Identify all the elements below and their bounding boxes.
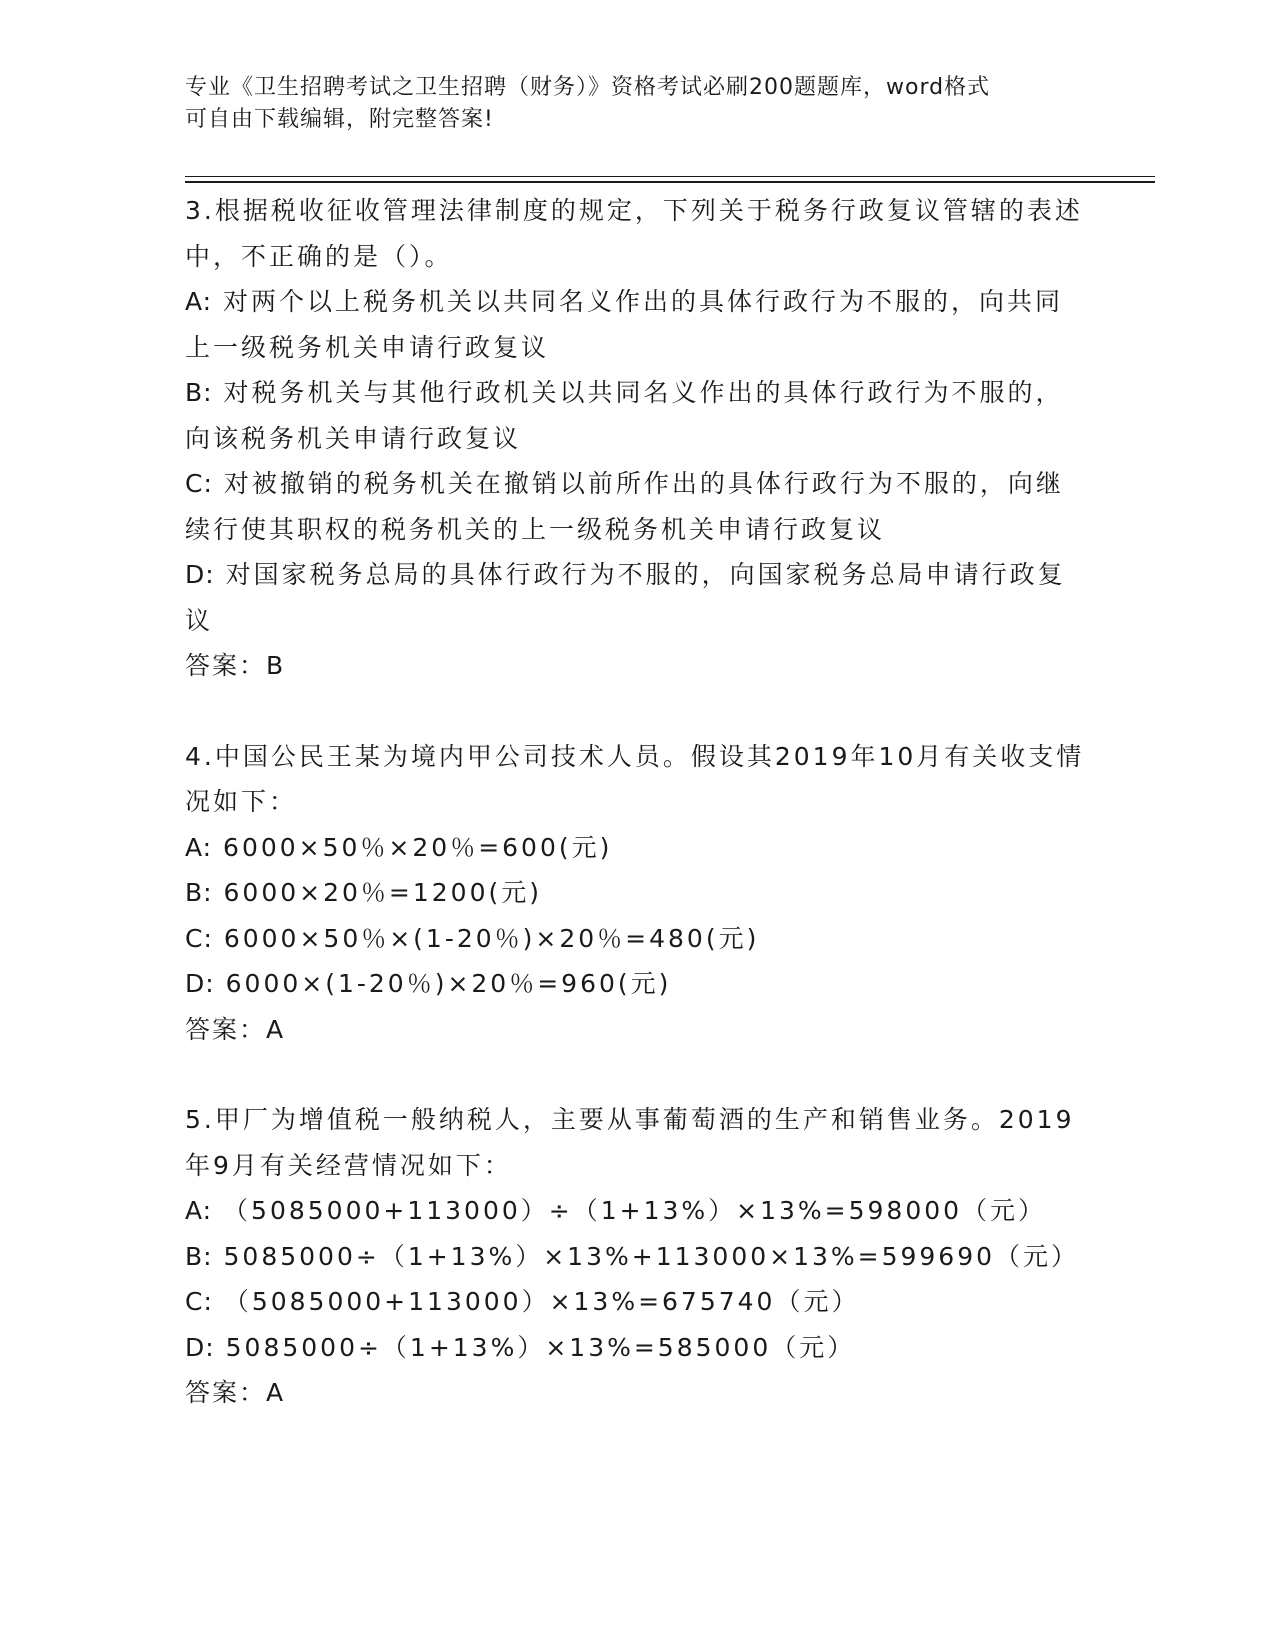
option-text: 6000×(1-20％)×20％=960(元)	[225, 969, 672, 998]
question-4	[185, 734, 1085, 1053]
option-text: （5085000+113000）×13%=675740（元）	[223, 1287, 860, 1316]
option-text: 对两个以上税务机关以共同名义作出的具体行政行为不服的，向共同上一级税务机关申请行政复议	[185, 287, 1064, 362]
answer-label: 答案：	[185, 1014, 267, 1044]
option-text: 对被撤销的税务机关在撤销以前所作出的具体行政行为不服的，向继续行使其职权的税务机关的上一级税务机关申请行政复议	[185, 469, 1064, 544]
option-d	[185, 552, 1085, 643]
option-d	[185, 1325, 1085, 1371]
option-label: C:	[185, 1287, 213, 1316]
question-3	[185, 188, 1085, 689]
option-label: D:	[185, 560, 215, 589]
option-text: 对税务机关与其他行政机关以共同名义作出的具体行政行为不服的，向该税务机关申请行政复议	[185, 378, 1064, 453]
option-a	[185, 825, 1085, 871]
option-label: C:	[185, 469, 213, 498]
option-b	[185, 370, 1085, 461]
option-label: A:	[185, 1196, 213, 1225]
answer-label: 答案：	[185, 1378, 267, 1407]
option-label: A:	[185, 287, 213, 316]
option-d	[185, 961, 1085, 1007]
option-label: A:	[185, 832, 213, 862]
header-line-1: 专业《卫生招聘考试之卫生招聘（财务）》资格考试必刷200题题库，word格式	[185, 75, 991, 100]
option-label: B:	[185, 878, 213, 907]
option-text: （5085000+113000）÷（1+13%）×13%=598000（元）	[223, 1196, 1047, 1225]
option-a	[185, 1188, 1085, 1234]
option-c	[185, 461, 1085, 552]
option-text: 5085000÷（1+13%）×13%=585000（元）	[225, 1332, 856, 1362]
answer-line	[185, 1007, 1085, 1053]
header-line-2: 可自由下载编辑，附完整答案!	[185, 107, 494, 132]
option-text: 6000×50％×(1-20％)×20％=480(元)	[223, 923, 760, 953]
answer-value: B	[266, 651, 284, 680]
option-label: D:	[185, 969, 215, 998]
question-5	[185, 1097, 1085, 1416]
option-b	[185, 870, 1085, 916]
header-divider-thick	[185, 181, 1155, 183]
question-list	[185, 188, 1085, 1461]
header-divider-thin	[185, 176, 1155, 177]
option-label: B:	[185, 378, 213, 407]
option-text: 对国家税务总局的具体行政行为不服的，向国家税务总局申请行政复议	[185, 560, 1066, 635]
answer-value: A	[266, 1014, 284, 1044]
option-label: B:	[185, 1241, 213, 1271]
question-stem: 4.中国公民王某为境内甲公司技术人员。假设其2019年10月有关收支情况如下：	[185, 741, 1085, 816]
answer-value: A	[266, 1378, 284, 1407]
option-text: 6000×20％=1200(元)	[223, 878, 542, 907]
option-label: D:	[185, 1332, 215, 1362]
document-header	[185, 72, 1085, 136]
option-c	[185, 1279, 1085, 1325]
option-b	[185, 1234, 1085, 1280]
option-c	[185, 916, 1085, 962]
option-text: 5085000÷（1+13%）×13%+113000×13%=599690（元）	[223, 1241, 1080, 1271]
answer-line	[185, 1370, 1085, 1416]
answer-line	[185, 643, 1085, 689]
question-stem: 3.根据税收征收管理法律制度的规定，下列关于税务行政复议管辖的表述中，不正确的是（）。	[185, 196, 1083, 271]
option-label: C:	[185, 923, 213, 953]
option-a	[185, 279, 1085, 370]
answer-label: 答案：	[185, 651, 267, 680]
option-text: 6000×50％×20％=600(元)	[223, 832, 613, 862]
question-stem: 5.甲厂为增值税一般纳税人，主要从事葡萄酒的生产和销售业务。2019年9月有关经营情况如下：	[185, 1105, 1075, 1180]
